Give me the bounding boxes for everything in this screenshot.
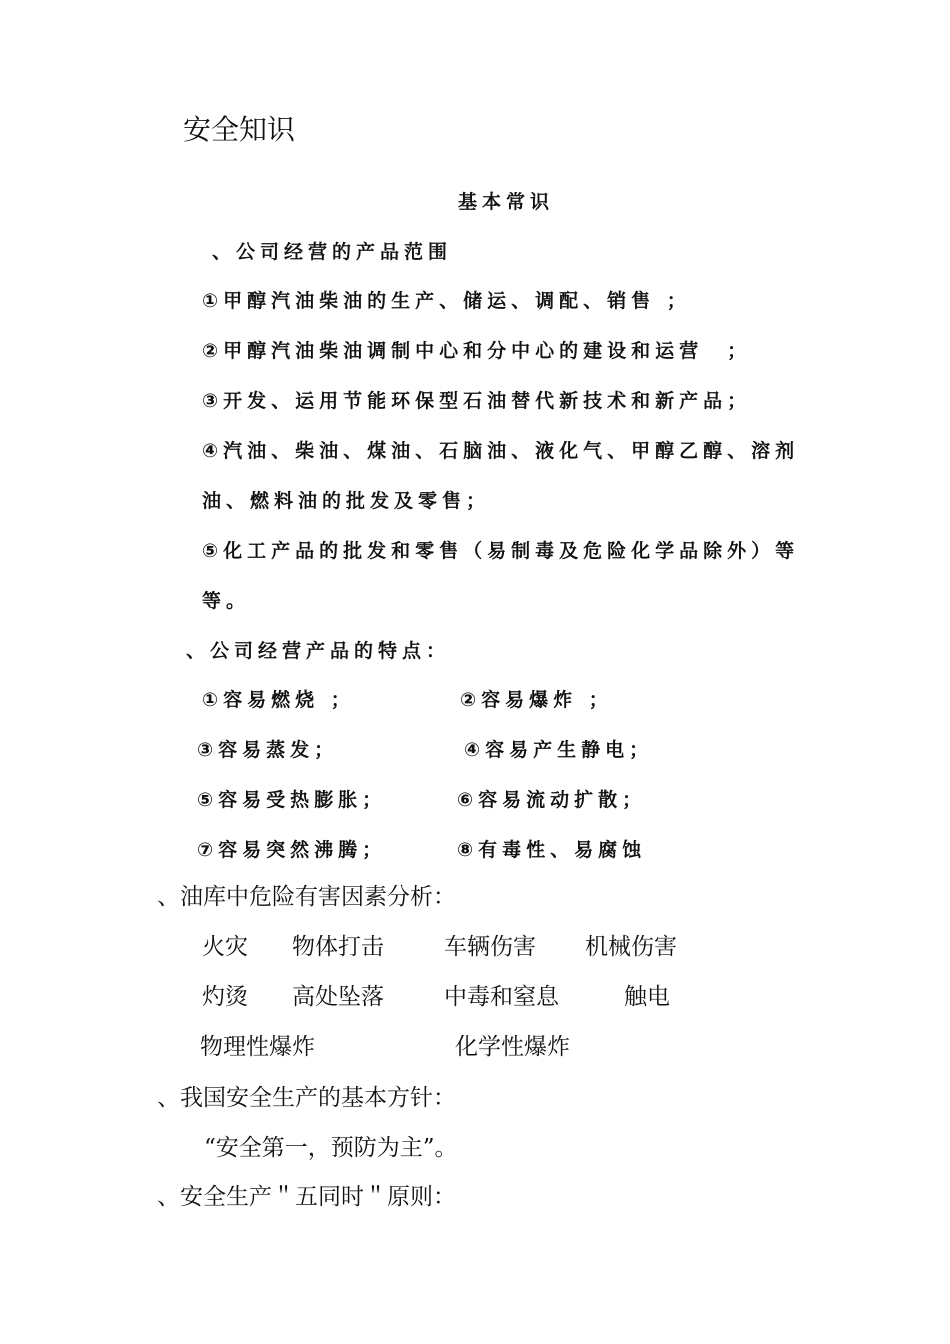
products-scope-item-3: ③开发、运用节能环保型石油替代新技术和新产品；: [202, 390, 752, 412]
product-feature-3: ③容易蒸发；: [197, 739, 339, 761]
product-feature-2: ②容易爆炸 ；: [460, 689, 613, 711]
hazard-object-strike: 物体打击: [292, 934, 384, 960]
hazards-heading: 、油库中危险有害因素分析：: [157, 884, 456, 910]
products-scope-item-5-line-1: ⑤化工产品的批发和零售（易制毒及危险化学品除外）等: [202, 540, 800, 562]
products-scope-item-5-line-2: 等。: [202, 590, 251, 612]
product-feature-7: ⑦容易突然沸腾；: [197, 839, 387, 861]
hazard-chemical-explosion: 化学性爆炸: [455, 1034, 570, 1060]
products-scope-item-4-line-1: ④汽油、柴油、煤油、石脑油、液化气、甲醇乙醇、溶剂: [202, 440, 800, 462]
product-feature-1: ①容易燃烧 ；: [202, 689, 355, 711]
hazard-poisoning-suffocation: 中毒和窒息: [444, 984, 559, 1010]
products-scope-item-1: ①甲醇汽油柴油的生产、储运、调配、销售 ；: [202, 290, 691, 312]
product-feature-8: ⑧有毒性、易腐蚀: [457, 839, 647, 861]
section-heading: 基本常识: [458, 191, 555, 213]
hazard-scald: 灼烫: [202, 984, 248, 1010]
hazard-vehicle-injury: 车辆伤害: [444, 934, 536, 960]
hazard-mechanical-injury: 机械伤害: [585, 934, 677, 960]
product-features-heading: 、公司经营产品的特点：: [186, 640, 451, 662]
policy-text: “安全第一，预防为主”。: [204, 1135, 458, 1161]
products-scope-item-2: ②甲醇汽油柴油调制中心和分中心的建设和运营 ；: [202, 340, 752, 362]
document-title: 安全知识: [183, 113, 296, 146]
product-feature-6: ⑥容易流动扩散；: [457, 789, 647, 811]
hazard-electric-shock: 触电: [624, 984, 670, 1010]
principle-heading: 、安全生产＂五同时＂原则：: [157, 1184, 456, 1210]
products-scope-heading: 、公司经营的产品范围: [212, 241, 453, 263]
product-feature-4: ④容易产生静电；: [464, 739, 654, 761]
hazard-physical-explosion: 物理性爆炸: [200, 1034, 315, 1060]
product-feature-5: ⑤容易受热膨胀；: [197, 789, 387, 811]
hazard-fire: 火灾: [202, 934, 248, 960]
policy-heading: 、我国安全生产的基本方针：: [157, 1085, 456, 1111]
hazard-fall-from-height: 高处坠落: [292, 984, 384, 1010]
products-scope-item-4-line-2: 油、燃料油的批发及零售；: [202, 490, 491, 512]
